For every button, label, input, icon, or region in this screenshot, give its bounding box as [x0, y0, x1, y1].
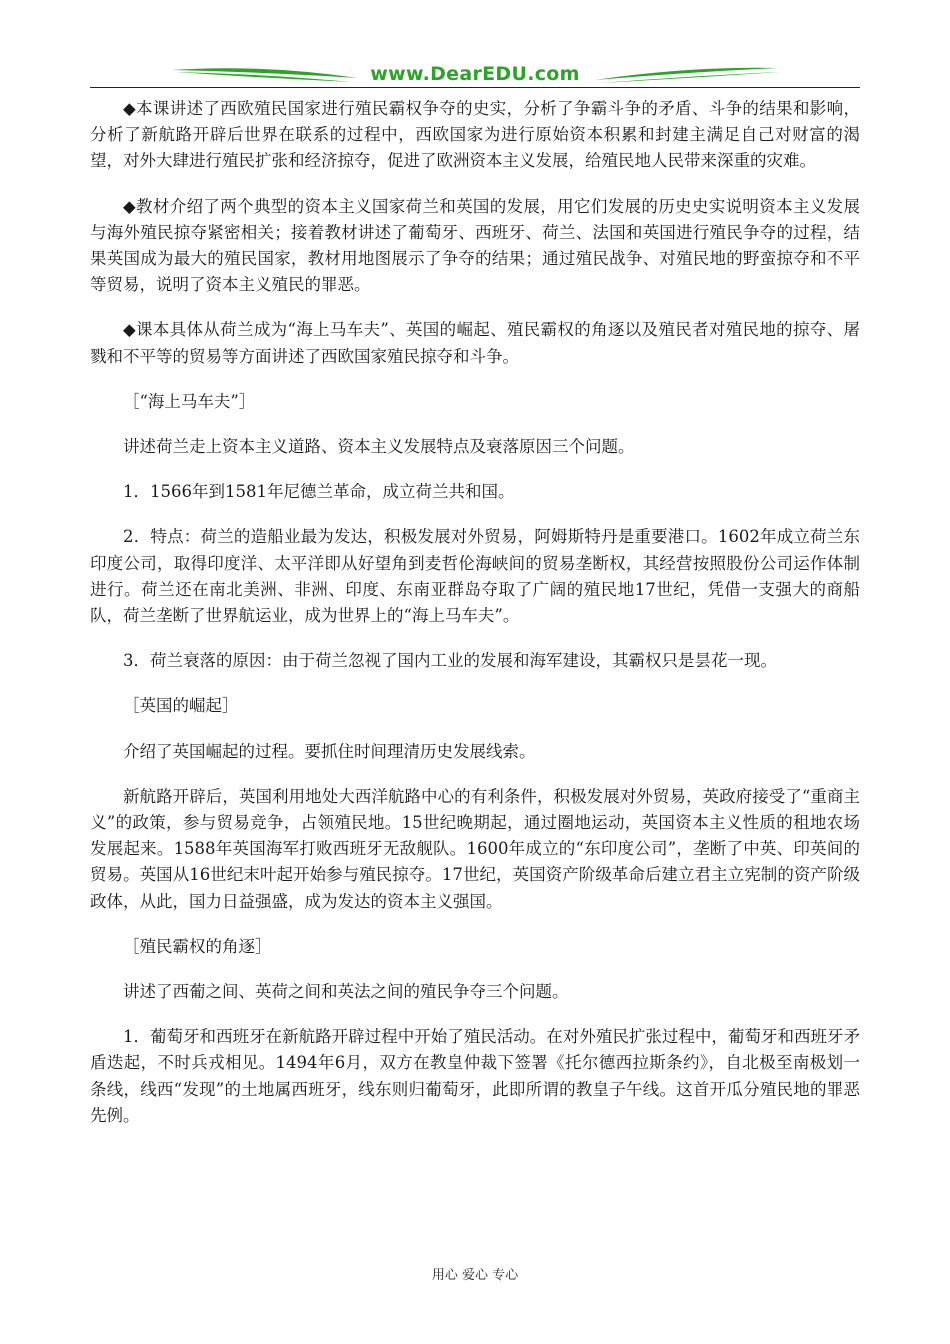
section-heading-colonial-rivalry: ［殖民霸权的角逐］ — [123, 936, 272, 956]
list-item: 3．荷兰衰落的原因：由于荷兰忽视了国内工业的发展和海军建设，其霸权只是昙花一现。 — [123, 651, 777, 671]
document-body — [90, 96, 860, 1148]
paragraph: 讲述荷兰走上资本主义道路、资本主义发展特点及衰落原因三个问题。 — [123, 437, 635, 457]
list-item: 1．葡萄牙和西班牙在新航路开辟过程中开始了殖民活动。在对外殖民扩张过程中，葡萄牙和西班牙矛盾迭起，不时兵戎相见。1494年6月，双方在教皇仲裁下签署《托尔德西拉斯条约》，自北极至南极划一条线，线西“发现”的土地属西班牙，线东则归葡萄牙，此即所谓的教皇子午线。这首开瓜分殖民地的罪恶先例。 — [90, 1027, 860, 1125]
list-item: 2．特点：荷兰的造船业最为发达，积极发展对外贸易，阿姆斯特丹是重要港口。1602年成立荷兰东印度公司，取得印度洋、太平洋即从好望角到麦哲伦海峡间的贸易垄断权，其经营按照股份公司运作体制进行。荷兰还在南北美洲、非洲、印度、东南亚群岛夺取了广阔的殖民地17世纪，凭借一支强大的商船队，荷兰垄断了世界航运业，成为世界上的“海上马车夫”。 — [90, 527, 860, 626]
paragraph: 新航路开辟后，英国利用地处大西洋航路中心的有利条件，积极发展对外贸易，英政府接受了“重商主义”的政策，参与贸易竞争，占领殖民地。15世纪晚期起，通过圈地运动，英国资本主义性质的租地农场发展起来。1588年英国海军打败西班牙无敌舰队。1600年成立的“东印度公司”，垄断了中英、印英间的贸易。英国从16世纪末叶起开始参与殖民掠夺。17世纪，英国资产阶级革命后建立君主立宪制的资产阶级政体，从此，国力日益强盛，成为发达的资本主义强国。 — [90, 786, 860, 911]
paragraph: 介绍了英国崛起的过程。要抓住时间理清历史发展线索。 — [123, 741, 536, 761]
site-logo-text[interactable]: www.DearEDU.com — [370, 63, 580, 85]
paragraph-intro-1: ◆本课讲述了西欧殖民国家进行殖民霸权争夺的史实，分析了争霸斗争的矛盾、斗争的结果和影响，分析了新航路开辟后世界在联系的过程中，西欧国家为进行原始资本积累和封建主满足自己对财富的渴望，对外大肆进行殖民扩张和经济掠夺，促进了欧洲资本主义发展，给殖民地人民带来深重的灾难。 — [90, 99, 860, 171]
section-heading-britain: ［英国的崛起］ — [123, 696, 239, 716]
page-header — [90, 58, 860, 90]
list-item: 1．1566年到1581年尼德兰革命，成立荷兰共和国。 — [123, 482, 515, 502]
page-footer: 用心 爱心 专心 — [431, 1268, 519, 1283]
header-divider — [90, 87, 860, 88]
section-heading-dutch: ［“海上马车夫”］ — [123, 391, 256, 411]
paragraph-intro-3: ◆课本具体从荷兰成为“海上马车夫”、英国的崛起、殖民霸权的角逐以及殖民者对殖民地的掠夺、屠戮和不平等的贸易等方面讲述了西欧国家殖民掠夺和斗争。 — [90, 320, 860, 366]
paragraph: 讲述了西葡之间、英荷之间和英法之间的殖民争夺三个问题。 — [123, 982, 569, 1002]
paragraph-intro-2: ◆教材介绍了两个典型的资本主义国家荷兰和英国的发展，用它们发展的历史史实说明资本主义发展与海外殖民掠夺紧密相关；接着教材讲述了葡萄牙、西班牙、荷兰、法国和英国进行殖民争夺的过程，结果英国成为最大的殖民国家，教材用地图展示了争夺的结果；通过殖民战争、对殖民地的野蛮掠夺和不平等贸易，说明了资本主义殖民的罪恶。 — [90, 196, 860, 295]
